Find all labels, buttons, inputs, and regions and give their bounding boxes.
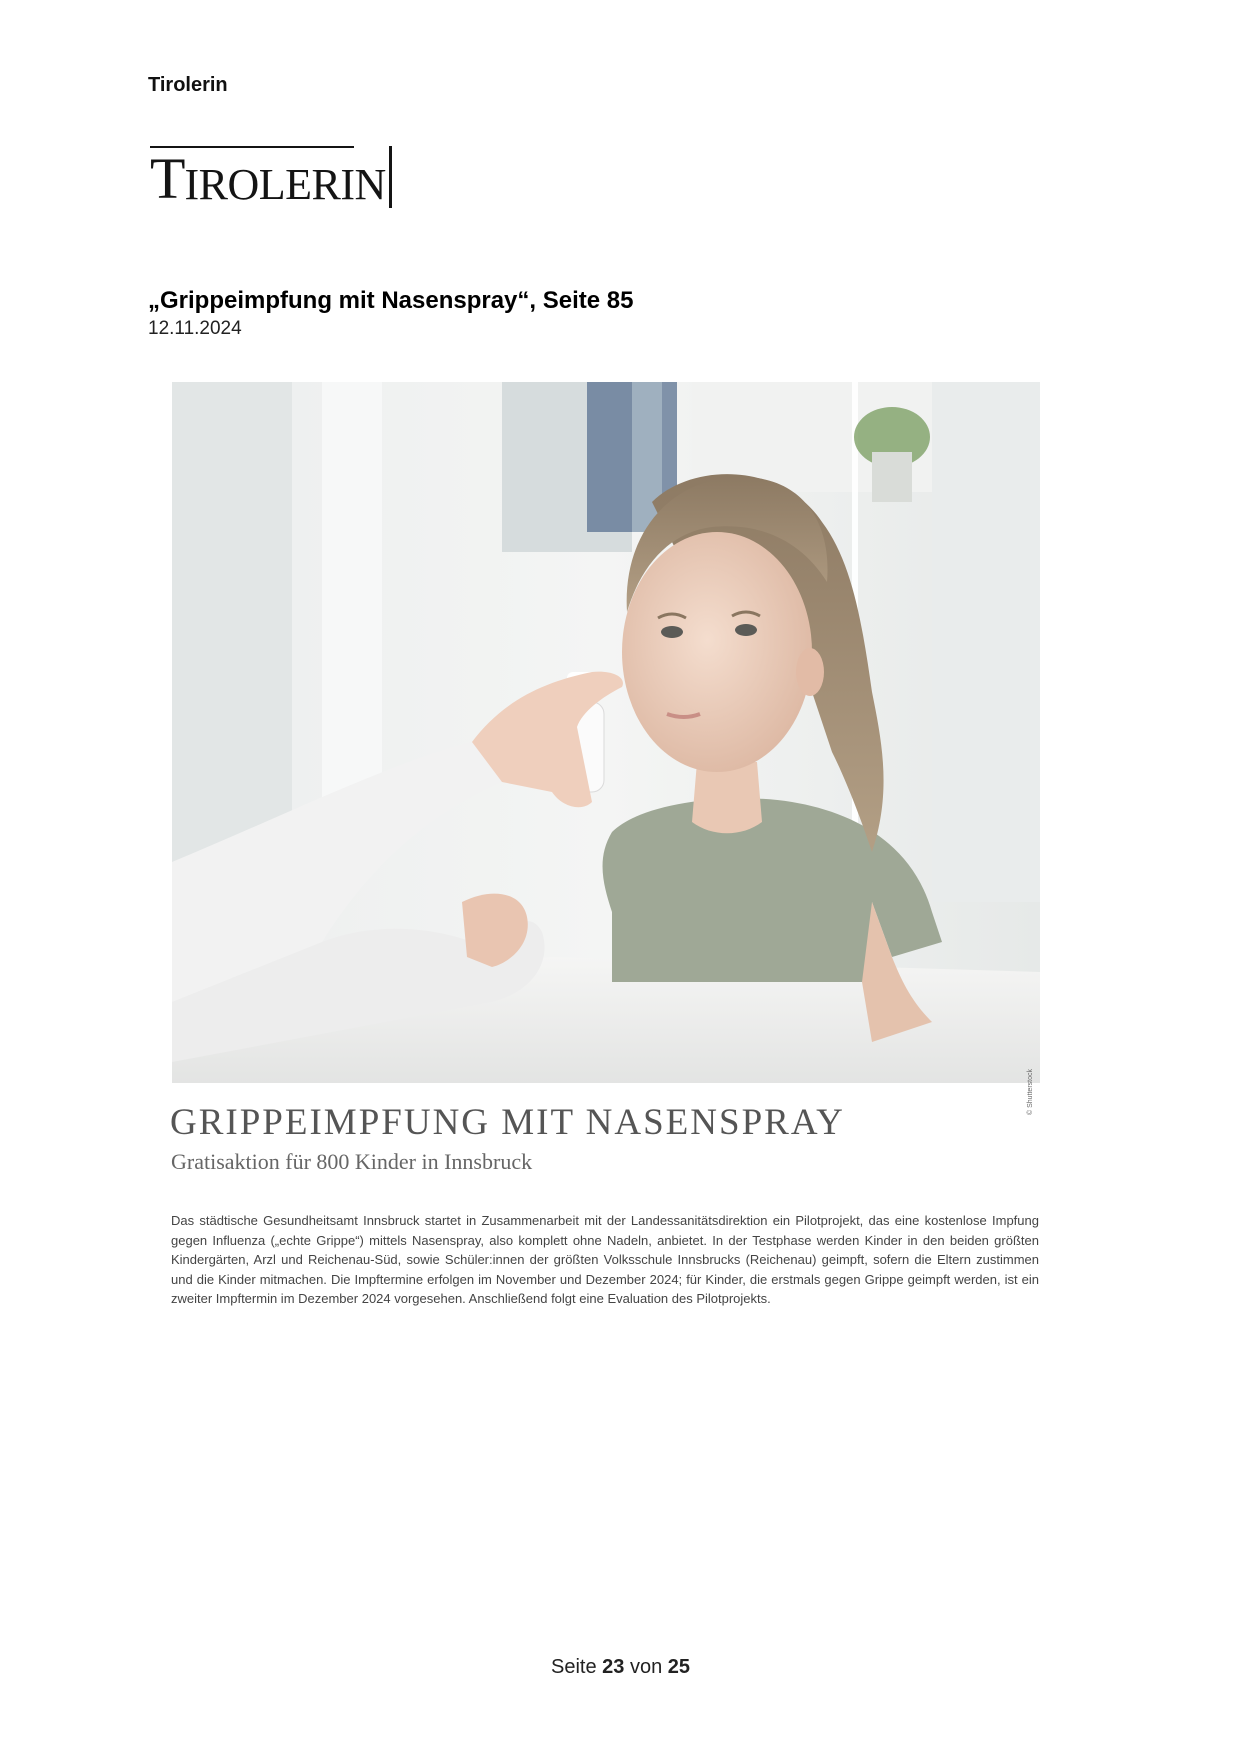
article-photo (172, 382, 1040, 1116)
publication-logo (150, 146, 392, 211)
page-footer (0, 1656, 1241, 1679)
footer-page-current: 23 (602, 1656, 625, 1678)
footer-page-total: 25 (667, 1656, 691, 1678)
article-subtitle: Gratisaktion für 800 Kinder in Innsbruck (171, 1149, 533, 1174)
article-title: GRIPPEIMPFUNG MIT NASENSPRAY (170, 1102, 845, 1143)
article-body: Das städtische Gesundheitsamt Innsbruck startet in Zusammenarbeit mit der Landessanitätsdirektion ein Pilotprojekt, das eine kostenlose Impfung gegen Influenza („echte Grippe“) mittels Nasenspray, also komplett ohne Nadeln, anbietet. In der Testphase werden Kinder in den beiden größten Kindergärten, Arzl und Reichenau-Süd, sowie Schüler:innen der größten Volksschule Innsbrucks (Reichenau) geimpft, sofern die Eltern zustimmen und die Kinder mitmachen. Die Impftermine erfolgen im November und Dezember 2024; für Kinder, die erstmals gegen Grippe geimpft werden, ist ein zweiter Impftermin im Dezember 2024 vorgesehen. Anschließend folgt eine Evaluation des Pilotprojekts. (171, 1213, 1039, 1306)
photo-credit: © Shutterstock (1027, 1069, 1034, 1116)
clipping-headline: „Grippeimpfung mit Nasenspray“, Seite 85 (148, 287, 634, 314)
clipping-date: 12.11.2024 (148, 318, 242, 339)
logo-initial: T (150, 146, 185, 211)
logo-rest: IROLERIN (184, 160, 386, 209)
footer-of-word: von (629, 1656, 663, 1678)
footer-page-word: Seite (550, 1656, 597, 1678)
source-name: Tirolerin (148, 74, 228, 96)
photo-illustration (172, 382, 1040, 1083)
